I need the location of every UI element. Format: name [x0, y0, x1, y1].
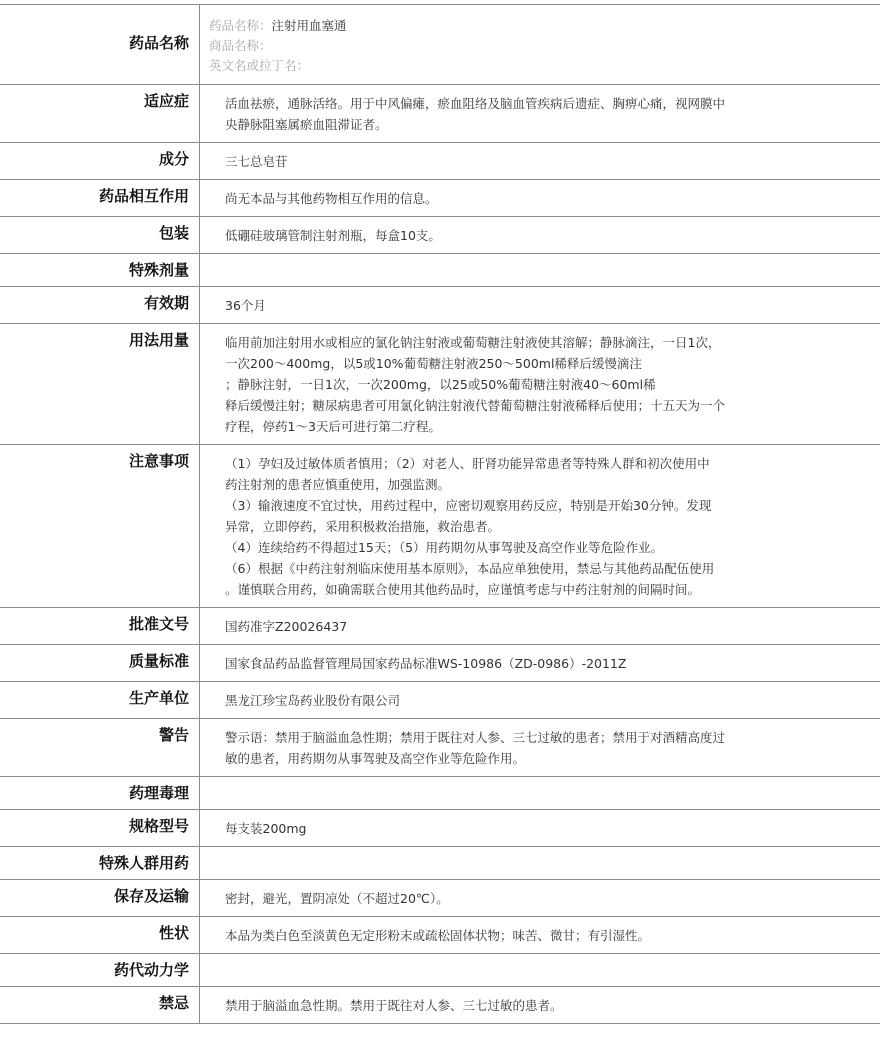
composition-value: 三七总皂苷 — [225, 154, 288, 169]
specification-label: 规格型号 — [0, 810, 200, 847]
generic-name-label: 药品名称： — [209, 18, 272, 33]
drug-info-table — [0, 4, 880, 1024]
validity-value: 36个月 — [225, 298, 266, 313]
special-dosage-label: 特殊剂量 — [0, 254, 200, 287]
row-interactions — [0, 180, 880, 217]
pharmacology-value — [200, 777, 880, 810]
usage-value — [200, 324, 880, 445]
manufacturer-value: 黑龙江珍宝岛药业股份有限公司 — [225, 693, 401, 708]
special-population-label: 特殊人群用药 — [0, 847, 200, 880]
manufacturer-label: 生产单位 — [0, 682, 200, 719]
row-validity — [0, 287, 880, 324]
row-composition — [0, 143, 880, 180]
usage-line: 释后缓慢注射；糖尿病患者可用氯化钠注射液代替葡萄糖注射液稀释后使用；十五天为一个 — [225, 398, 726, 413]
contraindications-label: 禁忌 — [0, 987, 200, 1024]
row-special-dosage — [0, 254, 880, 287]
approval-no-value: 国药准字Z20026437 — [225, 619, 348, 634]
special-dosage-value — [200, 254, 880, 287]
pharmacokinetics-value — [200, 954, 880, 987]
row-precautions — [0, 445, 880, 608]
row-approval-no — [0, 608, 880, 645]
quality-standard-label: 质量标准 — [0, 645, 200, 682]
warning-line: 敏的患者，用药期勿从事驾驶及高空作业等危险作用。 — [225, 751, 526, 766]
warning-line: 警示语：禁用于脑溢血急性期；禁用于既往对人参、三七过敏的患者；禁用于对酒精高度过 — [225, 730, 726, 745]
quality-standard-value: 国家食品药品监督管理局国家药品标准WS-10986（ZD-0986）-2011Z — [225, 656, 627, 671]
storage-value: 密封，避光，置阴凉处（不超过20℃）。 — [225, 891, 449, 906]
contraindications-value: 禁用于脑溢血急性期。禁用于既往对人参、三七过敏的患者。 — [225, 998, 563, 1013]
indications-value — [200, 85, 880, 143]
pharmacology-label: 药理毒理 — [0, 777, 200, 810]
packaging-label: 包装 — [0, 217, 200, 254]
row-pharmacokinetics — [0, 954, 880, 987]
precautions-line: 。谨慎联合用药，如确需联合使用其他药品时，应谨慎考虑与中药注射剂的间隔时间。 — [225, 582, 701, 597]
precautions-line: 药注射剂的患者应慎重使用，加强监测。 — [225, 477, 451, 492]
row-warning — [0, 719, 880, 777]
validity-label: 有效期 — [0, 287, 200, 324]
row-usage — [0, 324, 880, 445]
row-quality-standard — [0, 645, 880, 682]
precautions-line: （1）孕妇及过敏体质者慎用；（2）对老人、肝肾功能异常患者等特殊人群和初次使用中 — [225, 456, 710, 471]
warning-label: 警告 — [0, 719, 200, 777]
row-manufacturer — [0, 682, 880, 719]
row-special-population — [0, 847, 880, 880]
english-name-label: 英文名或拉丁名： — [209, 58, 310, 73]
generic-name-value: 注射用血塞通 — [271, 18, 347, 33]
usage-line: ；静脉注射，一日1次，一次200mg，以25或50%葡萄糖注射液40～60ml稀 — [225, 377, 656, 392]
row-pharmacology — [0, 777, 880, 810]
precautions-line: 异常，立即停药，采用积极救治措施，救治患者。 — [225, 519, 501, 534]
drug-name-label: 药品名称 — [0, 5, 200, 85]
appearance-label: 性状 — [0, 917, 200, 954]
indications-label: 适应症 — [0, 85, 200, 143]
precautions-line: （4）连续给药不得超过15天；（5）用药期勿从事驾驶及高空作业等危险作业。 — [225, 540, 664, 555]
row-contraindications — [0, 987, 880, 1024]
usage-label: 用法用量 — [0, 324, 200, 445]
row-drug-name — [0, 5, 880, 85]
drug-name-values — [200, 5, 880, 85]
trade-name-line — [209, 36, 840, 56]
appearance-value: 本品为类白色至淡黄色无定形粉末或疏松固体状物；味苦、微甘；有引湿性。 — [225, 928, 651, 943]
precautions-line: （6）根据《中药注射剂临床使用基本原则》，本品应单独使用，禁忌与其他药品配伍使用 — [225, 561, 715, 576]
approval-no-label: 批准文号 — [0, 608, 200, 645]
composition-label: 成分 — [0, 143, 200, 180]
generic-name-line — [209, 16, 840, 36]
row-packaging — [0, 217, 880, 254]
row-specification — [0, 810, 880, 847]
row-indications — [0, 85, 880, 143]
warning-value — [200, 719, 880, 777]
usage-line: 一次200～400mg，以5或10%葡萄糖注射液250～500ml稀释后缓慢滴注 — [225, 356, 642, 371]
trade-name-label: 商品名称： — [209, 38, 272, 53]
pharmacokinetics-label: 药代动力学 — [0, 954, 200, 987]
packaging-value: 低硼硅玻璃管制注射剂瓶，每盒10支。 — [225, 228, 441, 243]
english-name-line — [209, 56, 840, 76]
special-population-value — [200, 847, 880, 880]
indications-line: 央静脉阻塞属瘀血阻滞证者。 — [225, 117, 388, 132]
precautions-line: （3）输液速度不宜过快，用药过程中，应密切观察用药反应，特别是开始30分钟。发现 — [225, 498, 712, 513]
precautions-label: 注意事项 — [0, 445, 200, 608]
precautions-value — [200, 445, 880, 608]
interactions-value: 尚无本品与其他药物相互作用的信息。 — [225, 191, 438, 206]
row-appearance — [0, 917, 880, 954]
row-storage — [0, 880, 880, 917]
indications-line: 活血祛瘀，通脉活络。用于中风偏瘫，瘀血阻络及脑血管疾病后遗症、胸痹心痛，视网膜中 — [225, 96, 726, 111]
storage-label: 保存及运输 — [0, 880, 200, 917]
usage-line: 疗程，停药1～3天后可进行第二疗程。 — [225, 419, 441, 434]
drug-info-sheet — [0, 4, 880, 1024]
specification-value: 每支装200mg — [225, 821, 307, 836]
interactions-label: 药品相互作用 — [0, 180, 200, 217]
usage-line: 临用前加注射用水或相应的氯化钠注射液或葡萄糖注射液使其溶解；静脉滴注，一日1次， — [225, 335, 721, 350]
